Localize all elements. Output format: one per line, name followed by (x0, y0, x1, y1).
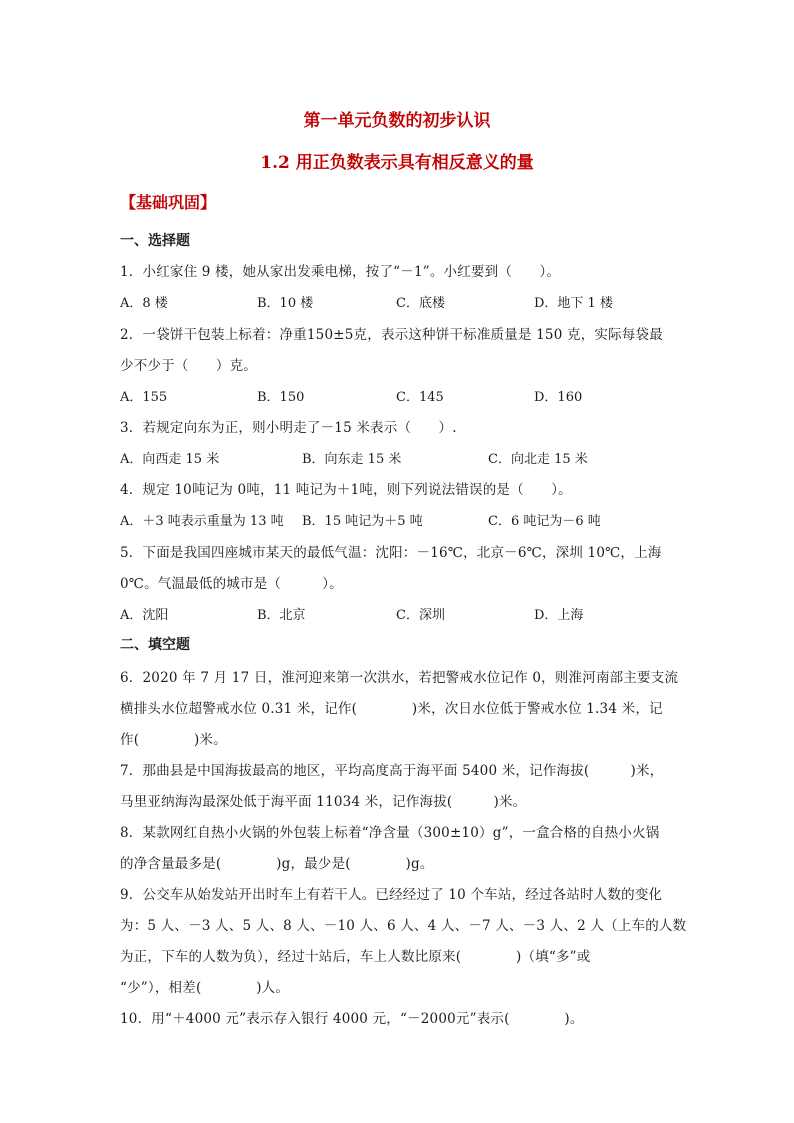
q2-option-d: D．160 (534, 390, 583, 405)
question-7-line-2: 马里亚纳海沟最深处低于海平面 11034 米，记作海拔( )米。 (120, 794, 527, 810)
q5-option-b: B．北京 (257, 608, 306, 623)
question-9-line-1: 9．公交车从始发站开出时车上有若干人。已经经过了 10 个车站，经过各站时人数的变化 (120, 887, 663, 903)
q1-option-a: A．8 楼 (120, 296, 168, 311)
q2-option-b: B．150 (257, 390, 305, 405)
question-5-line-2: 0℃。气温最低的城市是（ ）。 (120, 576, 343, 592)
q5-option-a: A．沈阳 (120, 608, 169, 623)
question-5-line-1: 5．下面是我国四座城市某天的最低气温：沈阳：－16℃，北京－6℃，深圳 10℃，上海 (120, 545, 662, 561)
q2-option-c: C．145 (396, 390, 444, 405)
question-6-line-3: 作( )米。 (120, 732, 227, 748)
question-9-line-3: 为正，下车的人数为负），经过十站后，车上人数比原来( )（填“多”或 (120, 949, 591, 965)
question-1: 1．小红家住 9 楼，她从家出发乘电梯，按了“－1”。小红要到（ ）。 (120, 264, 561, 280)
q1-option-c: C．底楼 (396, 296, 445, 311)
question-6-line-2: 横排头水位超警戒水位 0.31 米，记作( )米，次日水位低于警戒水位 1.34 米，记 (120, 701, 663, 717)
question-6-line-1: 6．2020 年 7 月 17 日，淮河迎来第一次洪水，若把警戒水位记作 0，则淮河南部主要支流 (120, 670, 679, 686)
part1-heading: 一、选择题 (120, 233, 190, 249)
q1-option-d: D．地下 1 楼 (534, 296, 613, 311)
part2-heading: 二、填空题 (120, 637, 190, 653)
question-10: 10．用“＋4000 元”表示存入银行 4000 元，“－2000元”表示( )。 (120, 1011, 584, 1027)
question-2-line-1: 2．一袋饼干包装上标着：净重150±5克，表示这种饼干标准质量是 150 克，实际每袋最 (120, 327, 663, 343)
q1-option-b: B．10 楼 (257, 296, 314, 311)
question-4: 4．规定 10吨记为 0吨，11 吨记为＋1吨，则下列说法错误的是（ ）。 (120, 482, 572, 498)
question-8-line-2: 的净含量最多是( )g，最少是( )g。 (120, 856, 434, 872)
q3-option-b: B．向东走 15 米 (302, 452, 402, 467)
question-9-line-4: “少”），相差( )人。 (120, 980, 290, 996)
question-8-line-1: 8．某款网红自热小火锅的外包装上标着“净含量（300±10）g”，一盒合格的自热小火锅 (120, 825, 660, 841)
question-3: 3．若规定向东为正，则小明走了－15 米表示（ ）. (120, 420, 457, 436)
q3-option-a: A．向西走 15 米 (120, 452, 220, 467)
q3-option-c: C．向北走 15 米 (488, 452, 588, 467)
section-tag: 【基础巩固】 (120, 193, 217, 212)
q5-option-d: D．上海 (534, 608, 584, 623)
q4-option-b: B．15 吨记为＋5 吨 (302, 514, 423, 529)
question-9-line-2: 为：5 人、－3 人、5 人、8 人、－10 人、6 人、4 人、－7 人、－3 人、2 人（上车的人数 (120, 918, 687, 934)
lesson-subtitle: 1.2 用正负数表示具有相反意义的量 (260, 153, 534, 173)
q2-option-a: A．155 (120, 390, 168, 405)
q4-option-a: A．＋3 吨表示重量为 13 吨 (120, 514, 284, 529)
page-title: 第一单元负数的初步认识 (303, 111, 491, 131)
q4-option-c: C．6 吨记为－6 吨 (488, 514, 601, 529)
question-7-line-1: 7．那曲县是中国海拔最高的地区，平均高度高于海平面 5400 米，记作海拔( )米， (120, 763, 664, 779)
question-2-line-2: 少不少于（ ）克。 (120, 358, 257, 374)
q5-option-c: C．深圳 (396, 608, 445, 623)
